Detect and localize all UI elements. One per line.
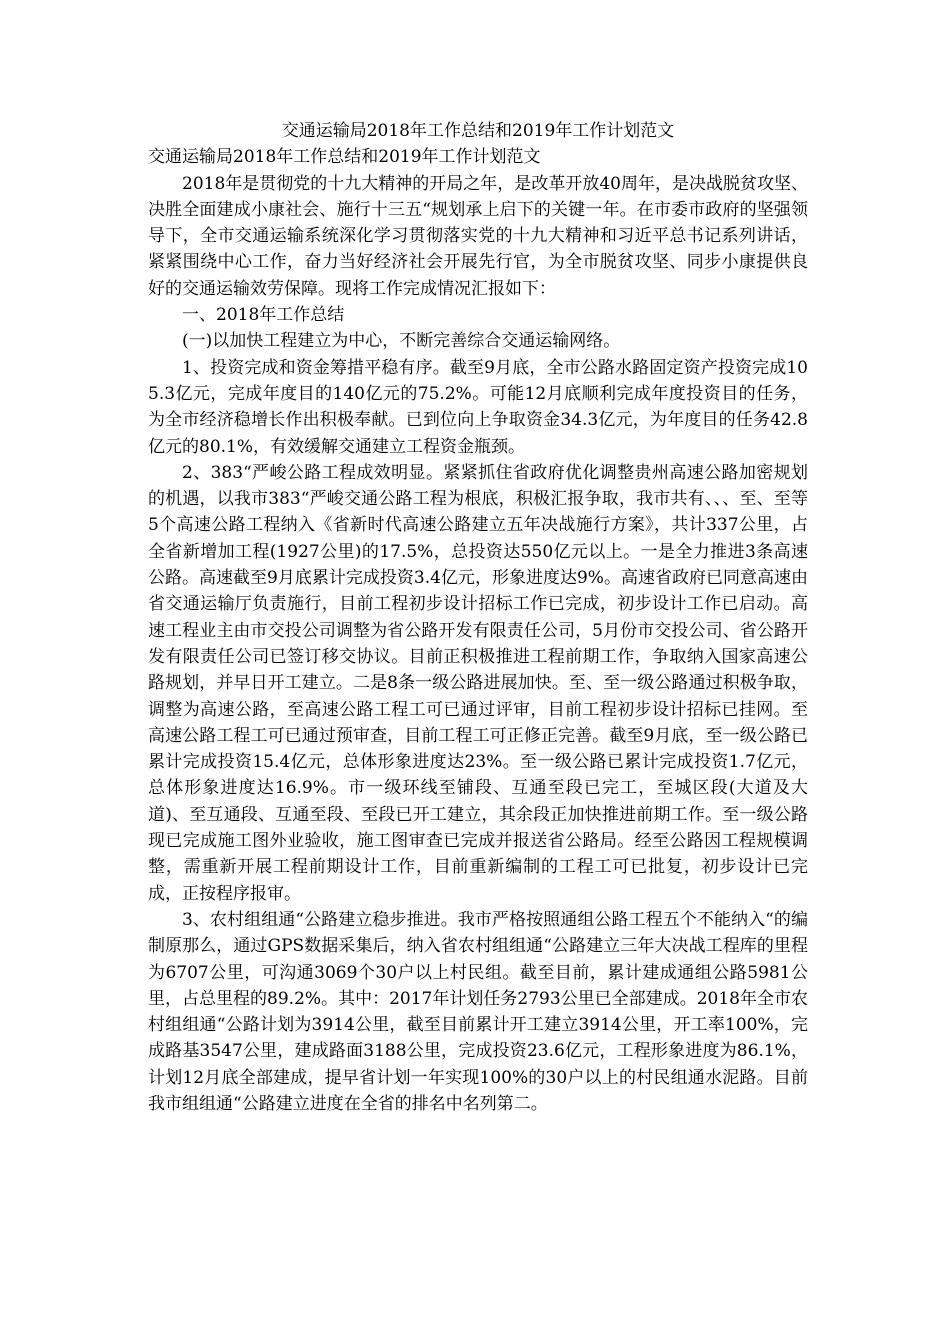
document-page bbox=[148, 118, 808, 1117]
paragraph-investment: 1、投资完成和资金筹措平稳有序。截至9月底，全市公路水路固定资产投资完成105.3亿元，完成年度目的140亿元的75.2%。可能12月底顺利完成年度投资目的任务，为全市经济稳增长作出积极奉献。已到位向上争取资金34.3亿元，为年度目的任务42.8亿元的80.1%，有效缓解交通建立工程资金瓶颈。 bbox=[148, 357, 808, 457]
document-subtitle: 交通运输局2018年工作总结和2019年工作计划范文 bbox=[148, 147, 541, 168]
subsection-heading-1: (一)以加快工程建立为中心，不断完善综合交通运输网络。 bbox=[182, 331, 621, 352]
document-title: 交通运输局2018年工作总结和2019年工作计划范文 bbox=[281, 121, 675, 141]
section-heading-1: 一、2018年工作总结 bbox=[182, 305, 345, 326]
paragraph-rural-roads: 3、农村组组通“公路建立稳步推进。我市严格按照通组公路工程五个不能纳入“的编制原那么，通过GPS数据采集后，纳入省农村组组通“公路建立三年大决战工程库的里程为6707公里，可沟通3069个30户以上村民组。截至目前，累计建成通组公路5981公里，占总里程的89.2%。其中：2017年计划任务2793公里已全部建成。2018年全市农村组组通“公路计划为3914公里，截至目前累计开工建立3914公里，开工率100%，完成路基3547公里，建成路面3188公里，完成投资23.6亿元，工程形象进度为86.1%，计划12月底全部建成，提早省计划一年实现100%的30户以上的村民组通水泥路。目前我市组组通“公路建立进度在全省的排名中名列第二。 bbox=[148, 909, 808, 1114]
paragraph-highway: 2、383“严峻公路工程成效明显。紧紧抓住省政府优化调整贵州高速公路加密规划的机遇，以我市383“严峻交通公路工程为根底，积极汇报争取，我市共有、、、至、至等5个高速公路工程纳入《省新时代高速公路建立五年决战施行方案》，共计337公里，占全省新增加工程(1927公里)的17.5%，总投资达550亿元以上。一是全力推进3条高速公路。高速截至9月底累计完成投资3.4亿元，形象进度达9%。高速省政府已同意高速由省交通运输厅负责施行，目前工程初步设计招标工作已完成，初步设计工作已启动。高速工程业主由市交投公司调整为省公路开发有限责任公司，5月份市交投公司、省公路开发有限责任公司已签订移交协议。目前正积极推进工程前期工作，争取纳入国家高速公路规划，并早日开工建立。二是8条一级公路进展加快。至、至一级公路通过积极争取，调整为高速公路，至高速公路工程工可已通过评审，目前工程初步设计招标已挂网。至高速公路工程工可已通过预审查，目前工程工可正修正完善。截至9月底，至一级公路已累计完成投资15.4亿元，总体形象进度达23%。至一级公路已累计完成投资1.7亿元，总体形象进度达16.9%。市一级环线至铺段、互通至段已完工，至城区段(大道及大道)、至互通段、互通至段、至段已开工建立，其余段正加快推进前期工作。至一级公路现已完成施工图外业验收，施工图审查已完成并报送省公路局。经至公路因工程规模调整，需重新开展工程前期设计工作，目前重新编制的工程工可已批复，初步设计已完成，正按程序报审。 bbox=[148, 462, 808, 904]
paragraph-intro: 2018年是贯彻党的十九大精神的开局之年，是改革开放40周年，是决战脱贫攻坚、决胜全面建成小康社会、施行十三五“规划承上启下的关键一年。在市委市政府的坚强领导下，全市交通运输系统深化学习贯彻落实党的十九大精神和习近平总书记系列讲话，紧紧围绕中心工作，奋力当好经济社会开展先行官，为全市脱贫攻坚、同步小康提供良好的交通运输效劳保障。现将工作完成情况汇报如下： bbox=[148, 173, 808, 299]
